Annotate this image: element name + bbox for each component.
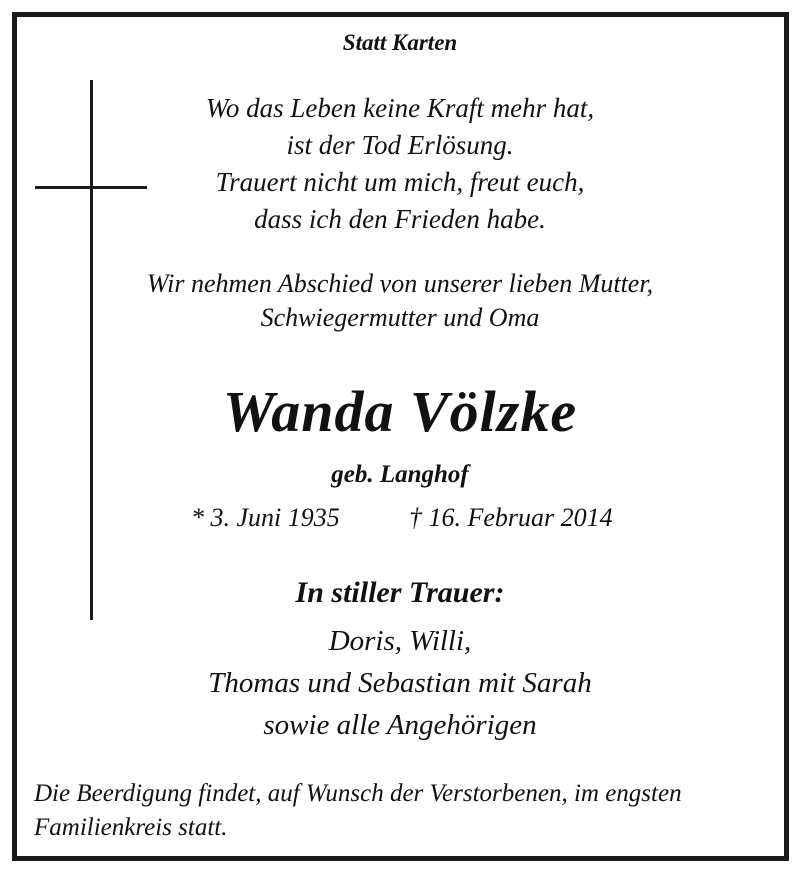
death-date: † 16. Februar 2014 (409, 503, 613, 532)
farewell-text (0, 267, 800, 335)
poem-line: ist der Tod Erlösung. (286, 130, 514, 160)
deceased-name: Wanda Völzke (222, 379, 578, 444)
mourners-list (0, 620, 800, 746)
mourning-heading: In stiller Trauer: (295, 576, 505, 609)
farewell-line: Schwiegermutter und Oma (260, 303, 540, 332)
funeral-note (34, 777, 774, 845)
notice-header: Statt Karten (342, 30, 458, 55)
poem-line: Wo das Leben keine Kraft mehr hat, (205, 93, 595, 123)
birth-date: * 3. Juni 1935 (191, 503, 340, 532)
mourner-line: Doris, Willi, (328, 625, 472, 657)
farewell-line: Wir nehmen Abschied von unserer lieben Mutter, (146, 269, 654, 298)
poem-line: Trauert nicht um mich, freut euch, (215, 167, 585, 197)
poem-line: dass ich den Frieden habe. (254, 204, 546, 234)
maiden-name: geb. Langhof (331, 461, 469, 488)
mourner-line: Thomas und Sebastian mit Sarah (208, 667, 592, 699)
mourner-line: sowie alle Angehörigen (263, 709, 537, 741)
funeral-note-line: Die Beerdigung findet, auf Wunsch der Verstorbenen, im engsten (34, 780, 682, 807)
poem (0, 90, 800, 238)
funeral-note-line: Familienkreis statt. (34, 814, 228, 841)
